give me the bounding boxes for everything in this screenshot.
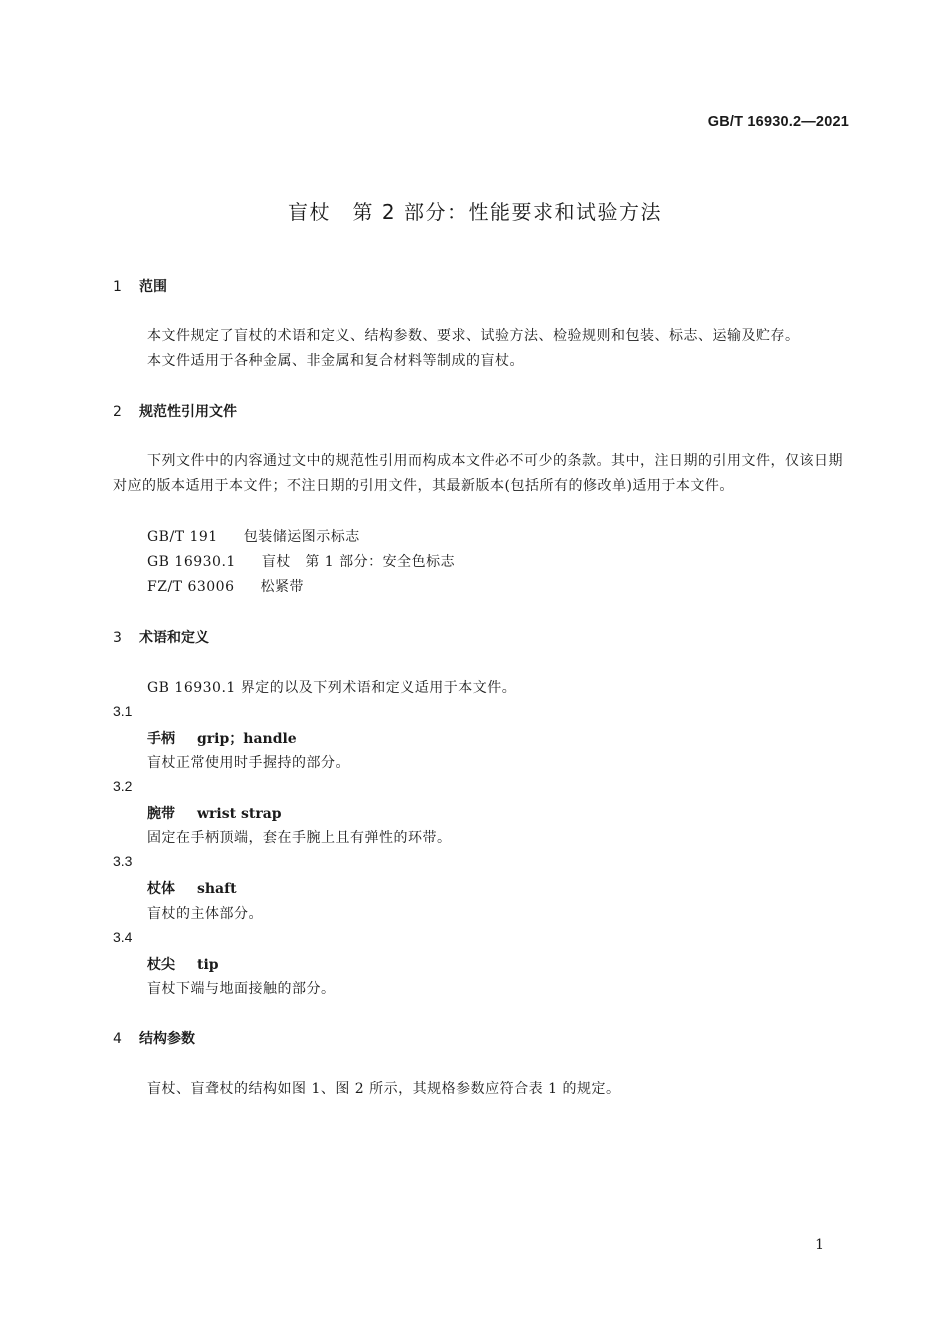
- section-3-heading: [113, 627, 209, 647]
- section-number: 1: [113, 279, 122, 295]
- reference-code: GB/T 191: [147, 529, 218, 545]
- section-title: 结构参数: [139, 1031, 195, 1047]
- term-definition: 盲杖的主体部分。: [147, 906, 263, 922]
- document-code: GB/T 16930.2—2021: [707, 114, 849, 130]
- term-definition: 盲杖下端与地面接触的部分。: [147, 981, 336, 997]
- document-title: 盲杖 第 2 部分：性能要求和试验方法: [288, 200, 662, 224]
- reference-item: [147, 526, 360, 546]
- section-1-heading: [113, 276, 167, 296]
- section-title: 规范性引用文件: [139, 404, 237, 420]
- section-2-paragraph: 下列文件中的内容通过文中的规范性引用而构成本文件必不可少的条款。其中，注日期的引用文件，仅该日期对应的版本适用于本文件；不注日期的引用文件，其最新版本(包括所有的修改单)适用于本文件。: [113, 453, 843, 494]
- reference-title: 盲杖 第 1 部分：安全色标志: [261, 554, 456, 570]
- term-zh: 杖尖: [147, 957, 175, 973]
- section-2-heading: [113, 401, 237, 421]
- term-number: 3.1: [113, 703, 133, 719]
- term-definition: 固定在手柄顶端，套在手腕上且有弹性的环带。: [147, 830, 452, 846]
- section-3-intro: GB 16930.1 界定的以及下列术语和定义适用于本文件。: [147, 680, 517, 696]
- term-number: 3.2: [113, 778, 133, 794]
- section-title: 范围: [139, 279, 167, 295]
- term-en: wrist strap: [197, 806, 282, 822]
- reference-title: 松紧带: [260, 579, 304, 595]
- section-number: 3: [113, 630, 122, 646]
- term-en: grip；handle: [197, 731, 297, 747]
- reference-code: GB 16930.1: [147, 554, 236, 570]
- term-number: 3.3: [113, 853, 133, 869]
- section-title: 术语和定义: [139, 630, 209, 646]
- reference-code: FZ/T 63006: [147, 579, 235, 595]
- term-heading: [147, 954, 219, 974]
- term-heading: [147, 728, 297, 748]
- term-number: 3.4: [113, 929, 133, 945]
- term-en: shaft: [197, 881, 237, 897]
- term-en: tip: [197, 957, 219, 973]
- reference-item: [147, 551, 455, 571]
- term-zh: 手柄: [147, 731, 175, 747]
- section-4-paragraph: 盲杖、盲聋杖的结构如图 1、图 2 所示，其规格参数应符合表 1 的规定。: [147, 1081, 621, 1097]
- section-number: 4: [113, 1031, 122, 1047]
- section-1-paragraph-1: 本文件规定了盲杖的术语和定义、结构参数、要求、试验方法、检验规则和包装、标志、运输及贮存。: [147, 328, 800, 344]
- page-number: 1: [815, 1237, 824, 1253]
- reference-item: [147, 576, 304, 596]
- term-zh: 腕带: [147, 806, 175, 822]
- section-1-paragraph-2: 本文件适用于各种金属、非金属和复合材料等制成的盲杖。: [147, 353, 524, 369]
- section-4-heading: [113, 1028, 195, 1048]
- term-heading: [147, 803, 282, 823]
- term-heading: [147, 878, 237, 898]
- term-definition: 盲杖正常使用时手握持的部分。: [147, 755, 350, 771]
- term-zh: 杖体: [147, 881, 175, 897]
- section-number: 2: [113, 404, 122, 420]
- reference-title: 包装储运图示标志: [243, 529, 360, 545]
